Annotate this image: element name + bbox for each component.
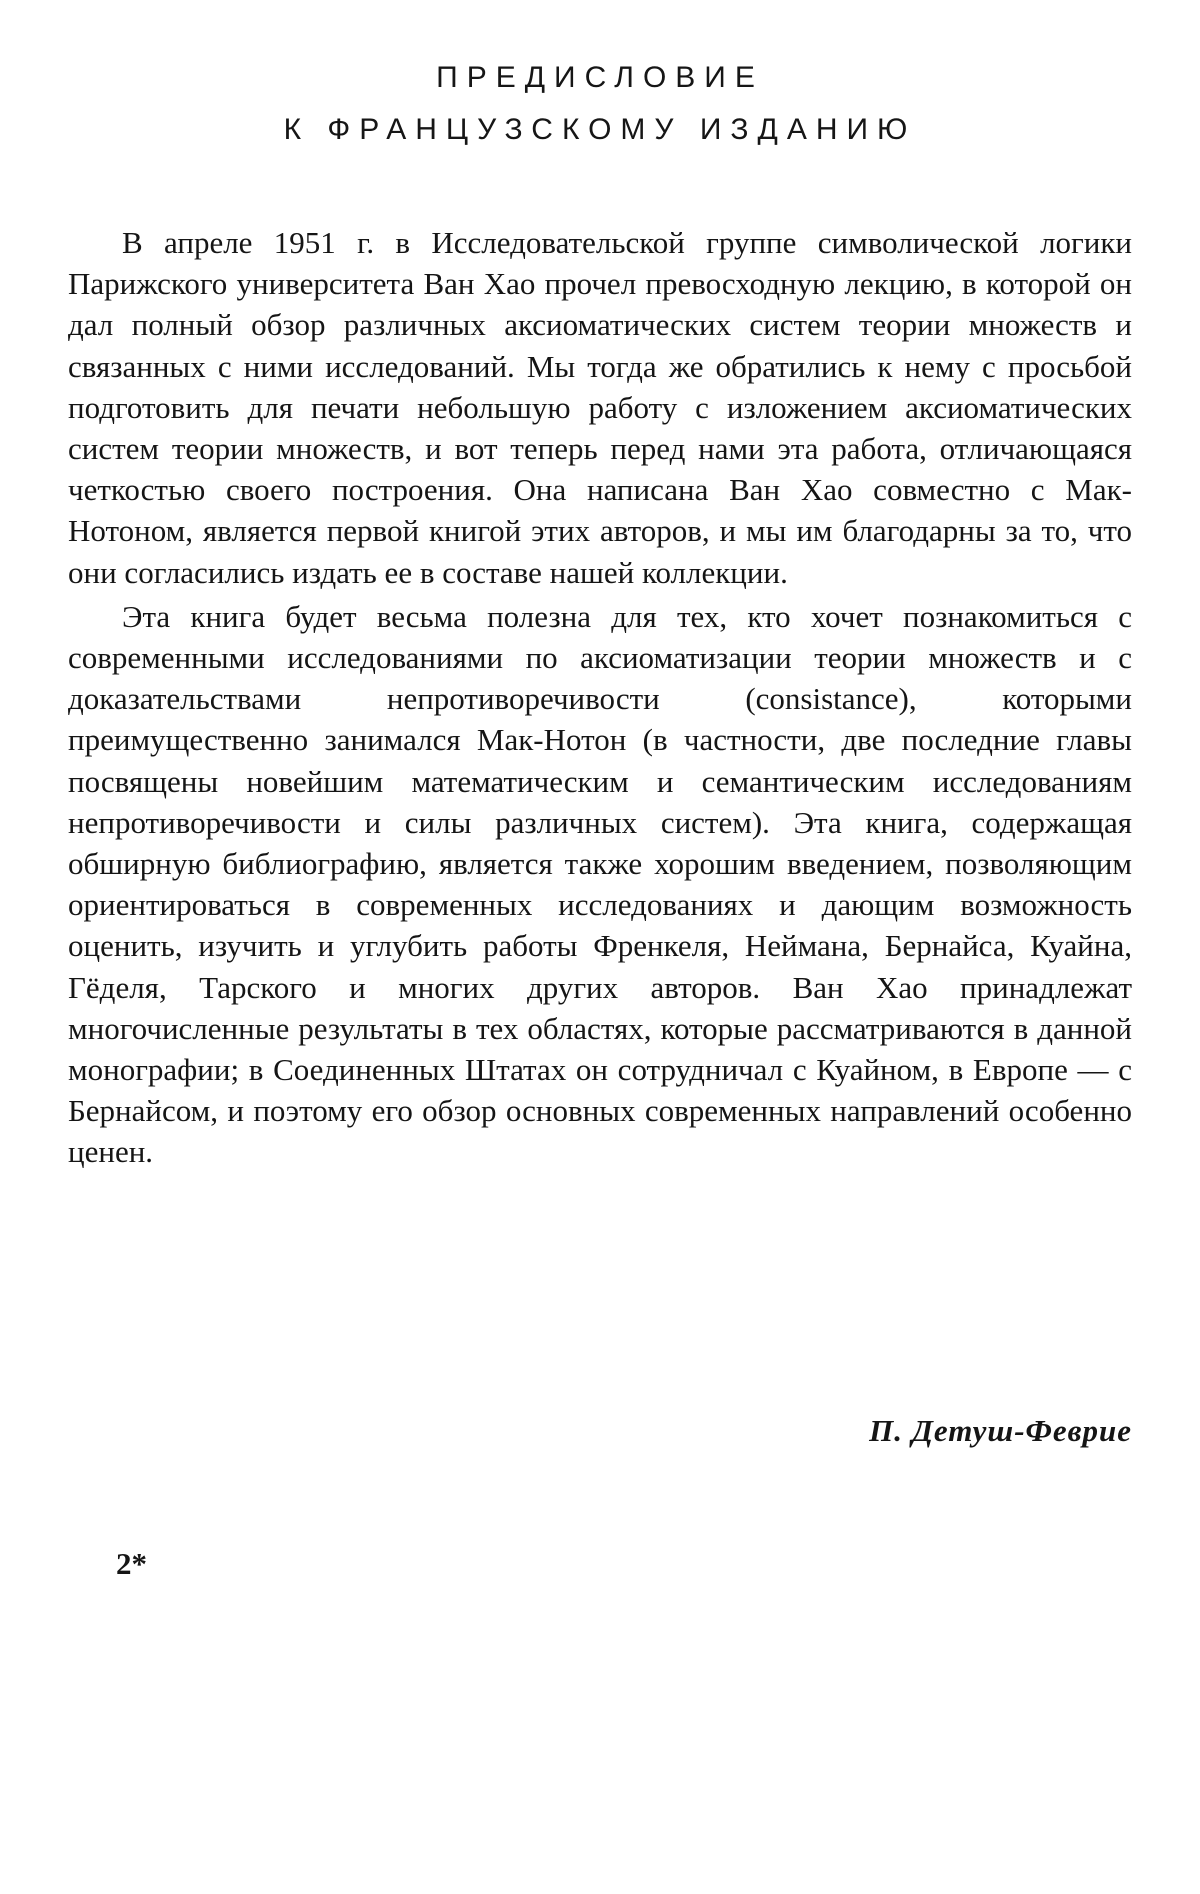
page-title: ПРЕДИСЛОВИЕ	[436, 61, 764, 94]
page-subtitle: К ФРАНЦУЗСКОМУ ИЗДАНИЮ	[283, 113, 917, 146]
paragraph-2: Эта книга будет весьма полезна для тех, кто хочет познакомиться с современными исследованиями по аксиоматизации теории множеств и с доказательствами непротиворечивости (consistance), которыми преимущественно занимался Мак-Нотон (в частности, две последние главы посвящены новейшим математическим и семантическим исследованиям непротиворечивости и силы различных систем). Эта книга, содержащая обширную библиографию, является также хорошим введением, позволяющим ориентироваться в современных исследованиях и дающим возможность оценить, изучить и углубить работы Френкеля, Неймана, Бернайса, Куайна, Гёделя, Тарского и многих других авторов. Ван Хао принадлежат многочисленные результаты в тех областях, которые рассматриваются в данной монографии; в Соединенных Штатах он сотрудничал с Куайном, в Европе — с Бернайсом, и поэтому его обзор основных современных направлений особенно ценен.	[68, 598, 1132, 1170]
body-text	[68, 222, 1132, 1173]
paragraph-1: В апреле 1951 г. в Исследовательской группе символической логики Парижского университета Ван Хао прочел превосходную лекцию, в которой он дал полный обзор различных аксиоматических систем теории множеств и связанных с ними исследований. Мы тогда же обратились к нему с просьбой подготовить для печати небольшую работу с изложением аксиоматических систем теории множеств, и вот теперь перед нами эта работа, отличающаяся четкостью своего построения. Она написана Ван Хао совместно с Мак-Нотоном, является первой книгой этих авторов, и мы им благодарны за то, что они согласились издать ее в составе нашей коллекции.	[68, 225, 1132, 590]
signature-mark: 2*	[116, 1546, 147, 1581]
author-signature: П. Детуш-Феврие	[869, 1413, 1132, 1448]
